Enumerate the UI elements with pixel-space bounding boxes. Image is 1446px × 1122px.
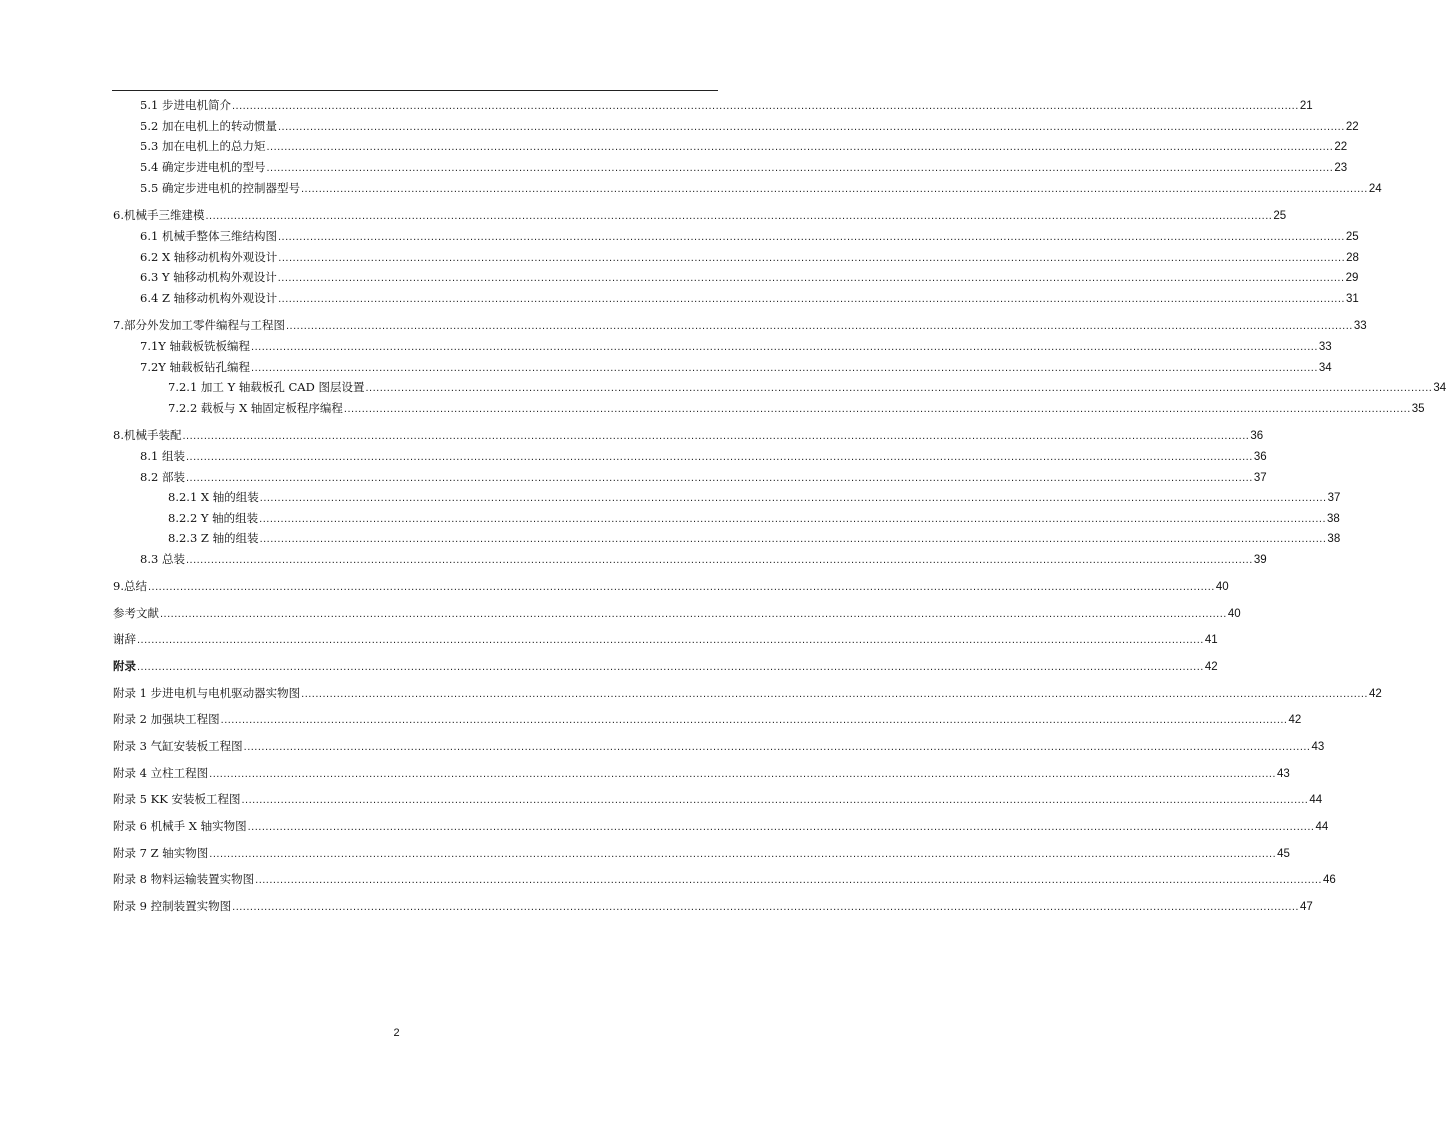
toc-entry-title: 附录 2 加强块工程图 (113, 712, 220, 726)
toc-entry-page: 21 (1299, 100, 1313, 112)
toc-entry-title: 附录 5 KK 安装板工程图 (113, 792, 241, 806)
toc-entry-5-4[interactable] (140, 158, 1348, 177)
toc-entry-references[interactable] (113, 604, 1241, 623)
toc-entry-page: 36 (1250, 430, 1264, 442)
dot-leader: ............................................................................................................................................................................................................................................................................................................ (365, 382, 1433, 394)
dot-leader: ............................................................................................................................................................................................................................................................................................................ (259, 533, 1327, 545)
toc-entry-title: 谢辞 (113, 632, 136, 646)
toc-entry-page: 38 (1327, 513, 1340, 525)
dot-leader: ............................................................................................................................................................................................................................................................................................................ (277, 272, 1345, 284)
toc-entry-title: 6.机械手三维建模 (113, 208, 205, 222)
dot-leader: ............................................................................................................................................................................................................................................................................................................ (209, 848, 1277, 860)
toc-entry-8-2-1[interactable] (168, 488, 1341, 507)
dot-leader: ............................................................................................................................................................................................................................................................................................................ (209, 768, 1276, 780)
toc-entry-page: 47 (1300, 901, 1313, 913)
toc-entry-title: 8.2.2 Y 轴的组装 (168, 511, 259, 525)
toc-entry-page: 43 (1277, 768, 1290, 780)
toc-entry-5-5[interactable] (140, 179, 1382, 198)
toc-entry-page: 34 (1318, 362, 1332, 374)
toc-entry-6-1[interactable] (140, 227, 1359, 246)
dot-leader: ............................................................................................................................................................................................................................................................................................................ (220, 714, 1288, 726)
toc-entry-title: 附录 3 气缸安装板工程图 (113, 739, 243, 753)
toc-entry-title: 6.1 机械手整体三维结构图 (140, 229, 277, 243)
toc-entry-page: 33 (1318, 341, 1332, 353)
toc-entry-6[interactable] (113, 206, 1287, 225)
toc-entry-title: 5.1 步进电机简介 (140, 98, 231, 112)
toc-entry-page: 40 (1227, 608, 1241, 620)
toc-entry-title: 5.5 确定步进电机的控制器型号 (140, 181, 300, 195)
toc-entry-title: 6.4 Z 轴移动机构外观设计 (140, 291, 278, 305)
toc-entry-title: 8.2.1 X 轴的组装 (168, 490, 259, 504)
toc-entry-title: 9.总结 (113, 579, 147, 593)
dot-leader: ............................................................................................................................................................................................................................................................................................................ (205, 210, 1273, 222)
toc-entry-page: 31 (1345, 293, 1359, 305)
dot-leader: ............................................................................................................................................................................................................................................................................................................ (251, 341, 1318, 353)
toc-entry-appendix-6[interactable] (113, 817, 1329, 836)
toc-entry-page: 37 (1253, 472, 1267, 484)
dot-leader: ............................................................................................................................................................................................................................................................................................................ (278, 252, 1346, 264)
dot-leader: ............................................................................................................................................................................................................................................................................................................ (301, 688, 1368, 700)
toc-entry-5-3[interactable] (140, 137, 1348, 156)
toc-entry-title: 8.机械手装配 (113, 428, 182, 442)
toc-entry-title: 7.部分外发加工零件编程与工程图 (113, 318, 285, 332)
dot-leader: ............................................................................................................................................................................................................................................................................................................ (147, 581, 1215, 593)
toc-entry-page: 33 (1353, 320, 1367, 332)
toc-entry-title: 附录 (113, 659, 136, 673)
dot-leader: ............................................................................................................................................................................................................................................................................................................ (266, 162, 1334, 174)
dot-leader: ............................................................................................................................................................................................................................................................................................................ (160, 608, 1227, 620)
toc-entry-appendix-3[interactable] (113, 737, 1325, 756)
toc-entry-6-3[interactable] (140, 268, 1359, 287)
toc-entry-page: 44 (1315, 821, 1329, 833)
dot-leader: ............................................................................................................................................................................................................................................................................................................ (278, 293, 1345, 305)
toc-entry-appendix-4[interactable] (113, 764, 1290, 783)
toc-entry-title: 附录 8 物料运输装置实物图 (113, 872, 255, 886)
toc-entry-9[interactable] (113, 577, 1229, 596)
toc-entry-appendix-5[interactable] (113, 790, 1323, 809)
dot-leader: ............................................................................................................................................................................................................................................................................................................ (232, 901, 1299, 913)
toc-entry-8-2-2[interactable] (168, 509, 1340, 528)
toc-entry-page: 46 (1323, 874, 1336, 886)
toc-entry-title: 附录 1 步进电机与电机驱动器实物图 (113, 686, 301, 700)
toc-entry-title: 8.3 总装 (140, 552, 185, 566)
toc-entry-title: 参考文献 (113, 606, 159, 620)
toc-entry-page: 25 (1345, 231, 1359, 243)
toc-entry-appendix-1[interactable] (113, 684, 1382, 703)
dot-leader: ............................................................................................................................................................................................................................................................................................................ (231, 100, 1299, 112)
toc-entry-7[interactable] (113, 316, 1367, 335)
toc-entry-7-2[interactable] (140, 358, 1332, 377)
dot-leader: ............................................................................................................................................................................................................................................................................................................ (343, 403, 1411, 415)
toc-entry-title: 6.3 Y 轴移动机构外观设计 (140, 270, 277, 284)
dot-leader: ............................................................................................................................................................................................................................................................................................................ (241, 794, 1309, 806)
toc-entry-title: 7.1Y 轴载板铣板编程 (140, 339, 251, 353)
header-rule (112, 90, 718, 91)
toc-entry-page: 39 (1253, 554, 1267, 566)
toc-entry-page: 42 (1288, 714, 1302, 726)
dot-leader: ............................................................................................................................................................................................................................................................................................................ (185, 554, 1253, 566)
page-number: 2 (393, 1027, 400, 1039)
toc-entry-page: 45 (1277, 848, 1290, 860)
toc-entry-page: 25 (1273, 210, 1287, 222)
dot-leader: ............................................................................................................................................................................................................................................................................................................ (255, 874, 1322, 886)
dot-leader: ............................................................................................................................................................................................................................................................................................................ (259, 513, 1327, 525)
toc-entry-page: 43 (1311, 741, 1325, 753)
toc-entry-page: 37 (1327, 492, 1341, 504)
toc-entry-page: 24 (1368, 183, 1382, 195)
toc-entry-appendix[interactable] (113, 657, 1218, 676)
dot-leader: ............................................................................................................................................................................................................................................................................................................ (300, 183, 1368, 195)
toc-entry-page: 36 (1253, 451, 1267, 463)
toc-entry-page: 35 (1411, 403, 1425, 415)
toc-entry-page: 28 (1346, 252, 1359, 264)
toc-entry-title: 7.2.1 加工 Y 轴载板孔 CAD 图层设置 (168, 380, 365, 394)
toc-entry-appendix-8[interactable] (113, 870, 1336, 889)
toc-entry-page: 40 (1215, 581, 1229, 593)
toc-entry-page: 23 (1334, 162, 1348, 174)
dot-leader: ............................................................................................................................................................................................................................................................................................................ (277, 121, 1345, 133)
toc-entry-8[interactable] (113, 426, 1264, 445)
toc-entry-title: 5.3 加在电机上的总力矩 (140, 139, 266, 153)
toc-entry-title: 7.2Y 轴载板钻孔编程 (140, 360, 251, 374)
dot-leader: ............................................................................................................................................................................................................................................................................................................ (247, 821, 1315, 833)
toc-entry-8-1[interactable] (140, 447, 1267, 466)
toc-entry-page: 41 (1204, 634, 1218, 646)
dot-leader: ............................................................................................................................................................................................................................................................................................................ (243, 741, 1311, 753)
dot-leader: ............................................................................................................................................................................................................................................................................................................ (137, 634, 1204, 646)
dot-leader: ............................................................................................................................................................................................................................................................................................................ (259, 492, 1327, 504)
dot-leader: ............................................................................................................................................................................................................................................................................................................ (137, 661, 1204, 673)
toc-entry-6-4[interactable] (140, 289, 1359, 308)
toc-entry-7-2-2[interactable] (168, 399, 1425, 418)
dot-leader: ............................................................................................................................................................................................................................................................................................................ (285, 320, 1353, 332)
toc-entry-title: 附录 4 立柱工程图 (113, 766, 209, 780)
toc-entry-title: 附录 7 Z 轴实物图 (113, 846, 209, 860)
toc-entry-title: 7.2.2 载板与 X 轴固定板程序编程 (168, 401, 343, 415)
dot-leader: ............................................................................................................................................................................................................................................................................................................ (185, 472, 1253, 484)
toc-entry-acknowledgements[interactable] (113, 630, 1218, 649)
toc-entry-page: 42 (1204, 661, 1218, 673)
toc-entry-title: 8.2.3 Z 轴的组装 (168, 531, 259, 545)
toc-entry-title: 8.2 部装 (140, 470, 185, 484)
toc-entry-page: 22 (1334, 141, 1348, 153)
dot-leader: ............................................................................................................................................................................................................................................................................................................ (182, 430, 1250, 442)
toc-entry-page: 44 (1309, 794, 1323, 806)
toc-entry-title: 附录 6 机械手 X 轴实物图 (113, 819, 247, 833)
dot-leader: ............................................................................................................................................................................................................................................................................................................ (185, 451, 1253, 463)
toc-entry-8-3[interactable] (140, 550, 1267, 569)
dot-leader: ............................................................................................................................................................................................................................................................................................................ (277, 231, 1345, 243)
toc-entry-page: 22 (1345, 121, 1359, 133)
toc-entry-page: 34 (1433, 382, 1446, 394)
toc-entry-8-2-3[interactable] (168, 529, 1341, 548)
toc-entry-7-2-1[interactable] (168, 378, 1446, 397)
toc-entry-page: 29 (1345, 272, 1359, 284)
toc-entry-8-2[interactable] (140, 468, 1267, 487)
toc-entry-appendix-9[interactable] (113, 897, 1313, 916)
toc-entry-page: 38 (1327, 533, 1341, 545)
toc-entry-title: 5.2 加在电机上的转动惯量 (140, 119, 277, 133)
toc-entry-5-1[interactable] (140, 96, 1313, 115)
toc-entry-title: 5.4 确定步进电机的型号 (140, 160, 266, 174)
toc-entry-title: 附录 9 控制装置实物图 (113, 899, 232, 913)
toc-entry-7-1[interactable] (140, 337, 1332, 356)
toc-entry-appendix-7[interactable] (113, 844, 1290, 863)
toc-entry-appendix-2[interactable] (113, 710, 1302, 729)
toc-entry-5-2[interactable] (140, 117, 1359, 136)
dot-leader: ............................................................................................................................................................................................................................................................................................................ (251, 362, 1318, 374)
toc-entry-page: 42 (1369, 688, 1382, 700)
toc-entry-title: 8.1 组装 (140, 449, 185, 463)
dot-leader: ............................................................................................................................................................................................................................................................................................................ (266, 141, 1334, 153)
toc-entry-6-2[interactable] (140, 248, 1359, 267)
toc-entry-title: 6.2 X 轴移动机构外观设计 (140, 250, 278, 264)
